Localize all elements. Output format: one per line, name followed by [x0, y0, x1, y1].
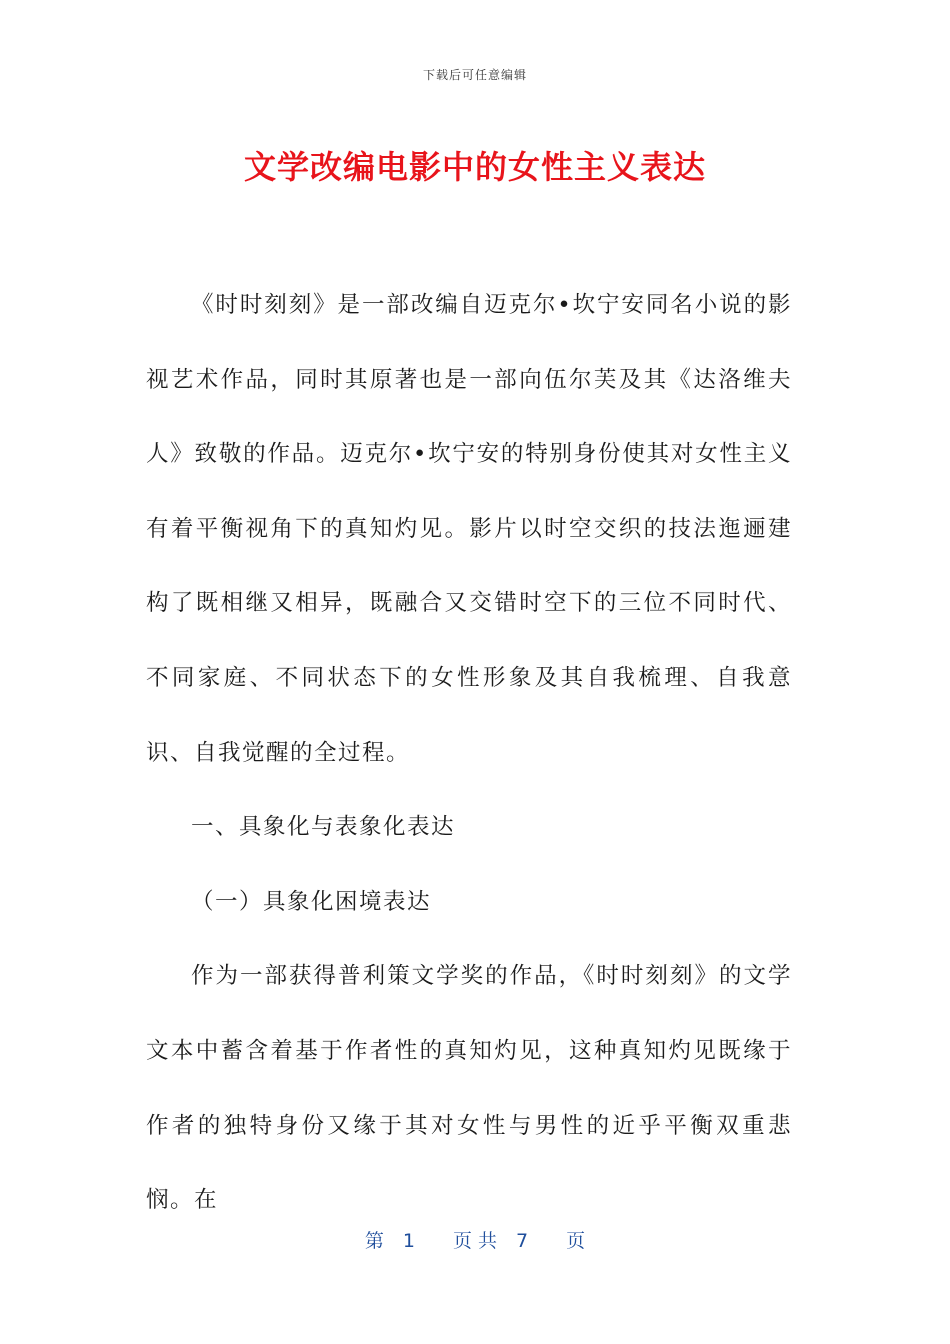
body-paragraph: 作为一部获得普利策文学奖的作品，《时时刻刻》的文学文本中蓄含着基于作者性的真知灼见，这种真知灼见既缘于作者的独特身份又缘于其对女性与男性的近乎平衡双重悲悯。在 — [146, 963, 792, 1214]
page-number-footer: 第 1 页 共 7 页 — [364, 1230, 586, 1252]
subsection-heading: （一）具象化困境表达 — [191, 888, 432, 915]
document-body — [146, 268, 792, 1238]
header-note: 下载后可任意编辑 — [422, 68, 527, 82]
document-title: 文学改编电影中的女性主义表达 — [243, 148, 706, 186]
section-heading: 一、具象化与表象化表达 — [191, 814, 456, 841]
intro-paragraph: 《时时刻刻》是一部改编自迈克尔•坎宁安同名小说的影视艺术作品，同时其原著也是一部向伍尔芙及其《达洛维夫人》致敬的作品。迈克尔•坎宁安的特别身份使其对女性主义有着平衡视角下的真知灼见。影片以时空交织的技法迤逦建构了既相继又相异，既融合又交错时空下的三位不同时代、不同家庭、不同状态下的女性形象及其自我梳理、自我意识、自我觉醒的全过程。 — [146, 292, 792, 766]
